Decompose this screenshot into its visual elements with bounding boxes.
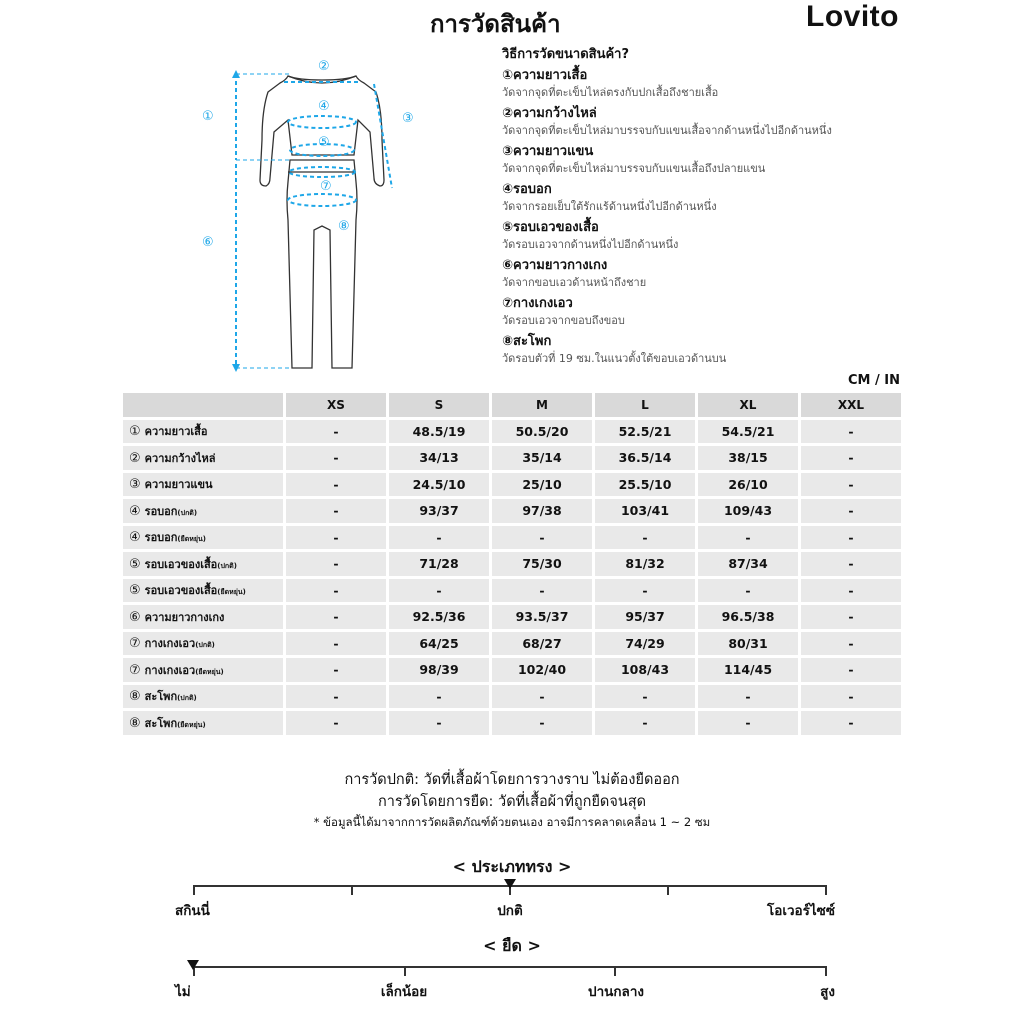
- garment-diagram: [196, 50, 436, 380]
- table-cell: -: [286, 473, 386, 497]
- guide-item-description: วัดจากขอบเอวด้านหน้าถึงชาย: [502, 276, 647, 289]
- row-label: [123, 605, 283, 629]
- diagram-label-6: ⑥: [202, 235, 214, 250]
- stretch-scale-tick: [404, 966, 406, 976]
- fit-scale-tick: [351, 885, 353, 895]
- row-label-text: ความยาวกางเกง: [144, 610, 225, 624]
- row-label: [123, 711, 283, 735]
- table-cell: -: [595, 685, 695, 709]
- table-cell: -: [698, 526, 798, 550]
- row-label: [123, 658, 283, 682]
- table-cell: 87/34: [698, 552, 798, 576]
- table-cell: 25.5/10: [595, 473, 695, 497]
- table-row: [123, 605, 901, 629]
- table-row: [123, 420, 901, 444]
- row-number: ④: [129, 503, 141, 519]
- row-number: ⑤: [129, 583, 141, 599]
- table-cell: -: [492, 579, 592, 603]
- stretch-title: < ยืด >: [483, 936, 541, 955]
- guide-item: [502, 181, 922, 214]
- row-label-text: รอบเอวของเสื้อ: [144, 584, 218, 598]
- table-row: [123, 579, 901, 603]
- guide-item-description: วัดรอบตัวที่ 19 ซม.ในแนวตั้งใต้ขอบเอวด้านบน: [502, 352, 727, 365]
- stretch-scale-tick: [614, 966, 616, 976]
- table-cell: -: [698, 685, 798, 709]
- row-label-text: รอบอก: [144, 531, 178, 545]
- table-cell: -: [801, 658, 901, 682]
- disclaimer-note: * ข้อมูลนี้ได้มาจากการวัดผลิตภัณฑ์ด้วยตนเอง อาจมีการคลาดเคลื่อน 1 ~ 2 ซม: [313, 815, 711, 829]
- stretch-scale-label: ปานกลาง: [588, 984, 644, 1000]
- table-cell: 109/43: [698, 499, 798, 523]
- table-row: [123, 526, 901, 550]
- row-number: ⑦: [129, 636, 141, 652]
- row-label-text: สะโพก: [144, 690, 178, 704]
- fit-type-scale: [175, 885, 835, 919]
- jumpsuit-outline-illustration: [196, 50, 436, 380]
- table-cell: -: [286, 685, 386, 709]
- table-cell: 34/13: [389, 446, 489, 470]
- fit-scale-tick: [667, 885, 669, 895]
- table-corner-cell: [123, 393, 283, 417]
- table-row: [123, 658, 901, 682]
- table-cell: -: [286, 632, 386, 656]
- row-number: ⑧: [129, 715, 141, 731]
- unit-label: CM / IN: [848, 373, 900, 388]
- guide-item: [502, 333, 922, 366]
- row-label-qualifier: (ยืดหยุ่น): [177, 720, 206, 729]
- table-cell: 92.5/36: [389, 605, 489, 629]
- row-label: [123, 685, 283, 709]
- guide-item-description: วัดจากจุดที่ตะเข็บไหล่มาบรรจบกับแขนเสื้อจากด้านหนึ่งไปอีกด้านหนึ่ง: [502, 124, 832, 137]
- table-cell: -: [801, 711, 901, 735]
- row-label-text: ความยาวเสื้อ: [144, 425, 208, 439]
- row-label-text: กางเกงเอว: [144, 637, 196, 651]
- table-cell: 95/37: [595, 605, 695, 629]
- diagram-label-7: ⑦: [320, 179, 332, 194]
- row-label-qualifier: (ยืดหยุ่น): [217, 588, 246, 597]
- row-number: ③: [129, 477, 141, 493]
- row-number: ⑧: [129, 689, 141, 705]
- row-label: [123, 552, 283, 576]
- fit-scale-selected-marker: [504, 879, 516, 889]
- measurement-guide: [502, 43, 922, 371]
- table-row: [123, 446, 901, 470]
- row-label-qualifier: (ปกติ): [177, 508, 198, 517]
- table-cell: -: [595, 711, 695, 735]
- guide-item-title: ①ความยาวเสื้อ: [502, 68, 588, 83]
- table-cell: -: [286, 446, 386, 470]
- row-label-text: กางเกงเอว: [144, 663, 196, 677]
- normal-measure-note: การวัดปกติ: วัดที่เสื้อผ้าโดยการวางราบ ไม่ต้องยืดออก: [344, 772, 680, 788]
- stretch-measure-note: การวัดโดยการยืด: วัดที่เสื้อผ้าที่ถูกยืดจนสุด: [377, 794, 647, 810]
- table-cell: 80/31: [698, 632, 798, 656]
- table-cell: -: [595, 579, 695, 603]
- brand-logo: Lovito: [806, 0, 899, 33]
- fit-scale-tick: [825, 885, 827, 895]
- fit-type-title: < ประเภททรง >: [452, 857, 572, 876]
- fit-scale-label: โอเวอร์ไซซ์: [766, 903, 835, 919]
- row-number: ⑦: [129, 662, 141, 678]
- row-number: ①: [129, 424, 141, 440]
- table-cell: -: [801, 420, 901, 444]
- table-cell: 81/32: [595, 552, 695, 576]
- table-cell: 52.5/21: [595, 420, 695, 444]
- guide-item-description: วัดจากรอยเย็บใต้รักแร้ด้านหนึ่งไปอีกด้านหนึ่ง: [502, 200, 717, 213]
- table-cell: -: [801, 632, 901, 656]
- table-cell: 35/14: [492, 446, 592, 470]
- row-number: ②: [129, 450, 141, 466]
- table-cell: 64/25: [389, 632, 489, 656]
- table-cell: 50.5/20: [492, 420, 592, 444]
- guide-item-description: วัดรอบเอวจากด้านหนึ่งไปอีกด้านหนึ่ง: [502, 238, 679, 251]
- row-label-text: ความกว้างไหล่: [144, 451, 216, 465]
- table-cell: 98/39: [389, 658, 489, 682]
- table-cell: 71/28: [389, 552, 489, 576]
- table-cell: -: [801, 499, 901, 523]
- table-cell: -: [492, 526, 592, 550]
- page-title: การวัดสินค้า: [430, 10, 561, 38]
- row-label-text: รอบเอวของเสื้อ: [144, 557, 218, 571]
- row-label: [123, 579, 283, 603]
- table-cell: -: [286, 526, 386, 550]
- fit-scale-label: สกินนี่: [175, 903, 210, 919]
- table-cell: -: [801, 473, 901, 497]
- stretch-scale: [175, 966, 835, 1000]
- table-cell: 75/30: [492, 552, 592, 576]
- row-label-qualifier: (ปกติ): [195, 641, 215, 650]
- size-header-row: [123, 393, 901, 417]
- table-cell: -: [801, 685, 901, 709]
- row-label-qualifier: (ปกติ): [217, 561, 237, 570]
- row-label: [123, 526, 283, 550]
- table-cell: -: [389, 526, 489, 550]
- guide-item-title: ④รอบอก: [502, 182, 552, 197]
- guide-item-description: วัดรอบเอวจากขอบถึงขอบ: [502, 314, 625, 327]
- table-row: [123, 473, 901, 497]
- row-label-text: ความยาวแขน: [144, 478, 213, 492]
- table-cell: 24.5/10: [389, 473, 489, 497]
- size-table: [120, 390, 904, 738]
- guide-item: [502, 257, 922, 290]
- table-cell: 54.5/21: [698, 420, 798, 444]
- guide-heading: วิธีการวัดขนาดสินค้า?: [502, 47, 630, 62]
- stretch-scale-label: ไม่: [175, 984, 191, 1000]
- diagram-label-4: ④: [318, 99, 330, 114]
- table-cell: 97/38: [492, 499, 592, 523]
- table-cell: -: [389, 685, 489, 709]
- row-number: ⑤: [129, 556, 141, 572]
- table-row: [123, 711, 901, 735]
- size-column-header: M: [492, 393, 592, 417]
- guide-item-title: ⑥ความยาวกางเกง: [502, 258, 608, 273]
- table-cell: 38/15: [698, 446, 798, 470]
- table-row: [123, 552, 901, 576]
- diagram-label-5: ⑤: [318, 135, 330, 150]
- guide-item-title: ⑧สะโพก: [502, 334, 552, 349]
- table-cell: -: [595, 526, 695, 550]
- guide-item: [502, 67, 922, 100]
- size-column-header: XXL: [801, 393, 901, 417]
- guide-item-description: วัดจากจุดที่ตะเข็บไหล่ตรงกับปกเสื้อถึงชายเสื้อ: [502, 86, 719, 99]
- table-cell: -: [801, 446, 901, 470]
- stretch-scale-line: [193, 966, 827, 968]
- table-cell: -: [286, 605, 386, 629]
- row-label-text: สะโพก: [144, 716, 178, 730]
- table-cell: 114/45: [698, 658, 798, 682]
- table-cell: 26/10: [698, 473, 798, 497]
- size-table-body: [123, 420, 901, 735]
- table-cell: -: [801, 605, 901, 629]
- fit-scale-label: ปกติ: [497, 903, 523, 919]
- table-cell: -: [801, 579, 901, 603]
- table-cell: -: [801, 552, 901, 576]
- table-cell: -: [286, 420, 386, 444]
- table-cell: -: [389, 711, 489, 735]
- row-label: [123, 499, 283, 523]
- table-cell: -: [286, 658, 386, 682]
- stretch-scale-label: เล็กน้อย: [380, 984, 428, 1000]
- diagram-label-3: ③: [402, 111, 414, 126]
- row-label: [123, 473, 283, 497]
- diagram-label-2: ②: [318, 59, 330, 74]
- table-cell: -: [801, 526, 901, 550]
- guide-item-title: ②ความกว้างไหล่: [502, 106, 597, 121]
- fit-scale-tick: [193, 885, 195, 895]
- guide-list: [502, 67, 922, 366]
- table-cell: -: [492, 711, 592, 735]
- table-cell: 108/43: [595, 658, 695, 682]
- guide-item: [502, 143, 922, 176]
- table-row: [123, 685, 901, 709]
- table-cell: -: [492, 685, 592, 709]
- stretch-scale-selected-marker: [187, 960, 199, 970]
- row-number: ④: [129, 530, 141, 546]
- table-cell: 74/29: [595, 632, 695, 656]
- table-cell: 25/10: [492, 473, 592, 497]
- row-label-qualifier: (ปกติ): [177, 694, 197, 703]
- table-cell: 93.5/37: [492, 605, 592, 629]
- diagram-label-1: ①: [202, 109, 214, 124]
- diagram-label-8: ⑧: [338, 219, 350, 234]
- table-cell: 68/27: [492, 632, 592, 656]
- guide-item-title: ⑦กางเกงเอว: [502, 296, 573, 311]
- table-cell: 93/37: [389, 499, 489, 523]
- stretch-scale-label: สูง: [820, 984, 835, 1000]
- row-label: [123, 420, 283, 444]
- table-cell: -: [698, 579, 798, 603]
- row-label-text: รอบอก: [144, 504, 178, 518]
- row-label-qualifier: (ยืดหยุ่น): [177, 535, 206, 544]
- stretch-scale-tick: [825, 966, 827, 976]
- size-column-header: XS: [286, 393, 386, 417]
- guide-item-description: วัดจากจุดที่ตะเข็บไหล่มาบรรจบกับแขนเสื้อถึงปลายแขน: [502, 162, 766, 175]
- table-cell: -: [286, 711, 386, 735]
- table-cell: 102/40: [492, 658, 592, 682]
- row-number: ⑥: [129, 609, 141, 625]
- table-cell: 103/41: [595, 499, 695, 523]
- table-cell: -: [286, 579, 386, 603]
- table-cell: -: [389, 579, 489, 603]
- row-label: [123, 632, 283, 656]
- guide-item-title: ⑤รอบเอวของเสื้อ: [502, 220, 599, 235]
- row-label-qualifier: (ยืดหยุ่น): [195, 667, 224, 676]
- guide-item: [502, 105, 922, 138]
- row-label: [123, 446, 283, 470]
- guide-item-title: ③ความยาวแขน: [502, 144, 594, 159]
- table-cell: 36.5/14: [595, 446, 695, 470]
- guide-item: [502, 219, 922, 252]
- table-cell: -: [698, 711, 798, 735]
- table-cell: 96.5/38: [698, 605, 798, 629]
- table-cell: -: [286, 499, 386, 523]
- size-column-header: S: [389, 393, 489, 417]
- table-row: [123, 499, 901, 523]
- table-row: [123, 632, 901, 656]
- table-cell: 48.5/19: [389, 420, 489, 444]
- size-column-header: L: [595, 393, 695, 417]
- size-column-header: XL: [698, 393, 798, 417]
- table-cell: -: [286, 552, 386, 576]
- guide-item: [502, 295, 922, 328]
